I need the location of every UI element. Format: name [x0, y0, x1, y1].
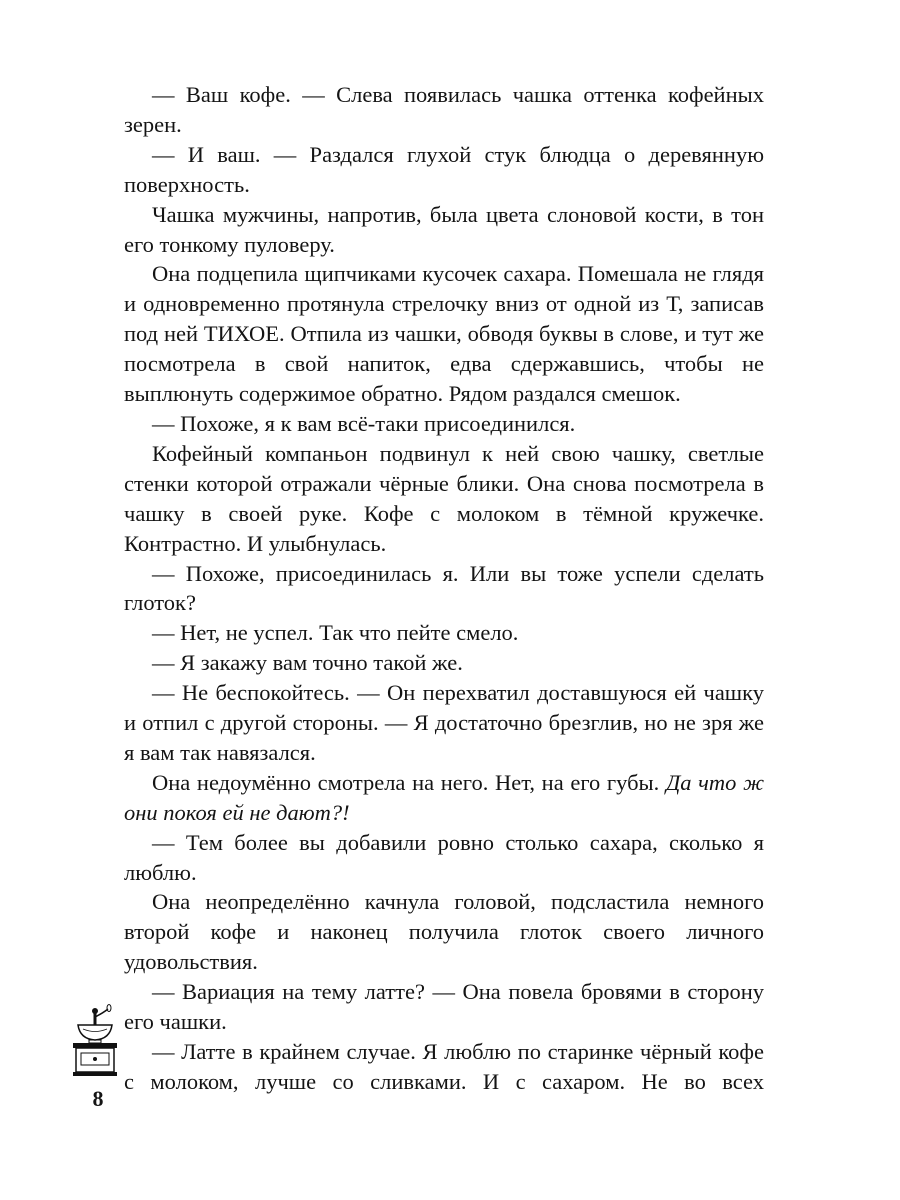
paragraph: — Похоже, я к вам всё-таки присоединился. [152, 410, 576, 436]
paragraph: — Похоже, присоединилась я. Или вы тоже успели сделать глоток? [124, 560, 764, 616]
paragraph-with-italic [124, 768, 764, 828]
page-number: 8 [92, 1086, 104, 1111]
paragraph: — Не беспокойтесь. — Он перехватил доставшуюся ей чашку и отпил с другой стороны. — Я достаточно брезглив, но не зря же я вам так навязался. [124, 680, 764, 765]
paragraph: — Я закажу вам точно такой же. [152, 650, 463, 676]
coffee-grinder-icon [70, 1003, 120, 1083]
page-body [124, 80, 764, 1097]
paragraph: — Тем более вы добавили ровно столько сахара, сколько я люблю. [124, 829, 764, 885]
paragraph-last: — Латте в крайнем случае. Я люблю по старинке чёрный кофе с молоком, лучше со сливками. И с сахаром. Не во всех [124, 1039, 764, 1094]
italic-thought: Да что ж они покоя ей не дают?! [124, 769, 765, 825]
paragraph: — Нет, не успел. Так что пейте смело. [152, 620, 519, 646]
paragraph: Кофейный компаньон подвинул к ней свою чашку, светлые стенки которой отражали чёрные блики. Она снова посмотрела в чашку в своей руке. Кофе с молоком в тёмной кружечке. Контрастно. И улыбнулась. [124, 440, 764, 556]
paragraph-text: Она недоумённо смотрела на него. Нет, на его губы. [152, 769, 666, 795]
paragraph: — И ваш. — Раздался глухой стук блюдца о деревянную поверхность. [124, 141, 764, 197]
paragraph: Она подцепила щипчиками кусочек сахара. Помешала не глядя и одновременно протянула стрелочку вниз от одной из Т, записав под ней ТИХОЕ. Отпила из чашки, обводя буквы в слове, и тут же посмотрела в свой напиток, едва сдержавшись, чтобы не выплюнуть содержимое обратно. Рядом раздался смешок. [124, 261, 764, 407]
paragraph: — Ваш кофе. — Слева появилась чашка оттенка кофейных зерен. [124, 82, 764, 137]
paragraph: Чашка мужчины, напротив, была цвета слоновой кости, в тон его тонкому пуловеру. [124, 201, 764, 257]
paragraph: — Вариация на тему латте? — Она повела бровями в сторону его чашки. [124, 979, 764, 1035]
paragraph: Она неопределённо качнула головой, подсластила немного второй кофе и наконец получила глоток своего личного удовольствия. [124, 889, 764, 975]
